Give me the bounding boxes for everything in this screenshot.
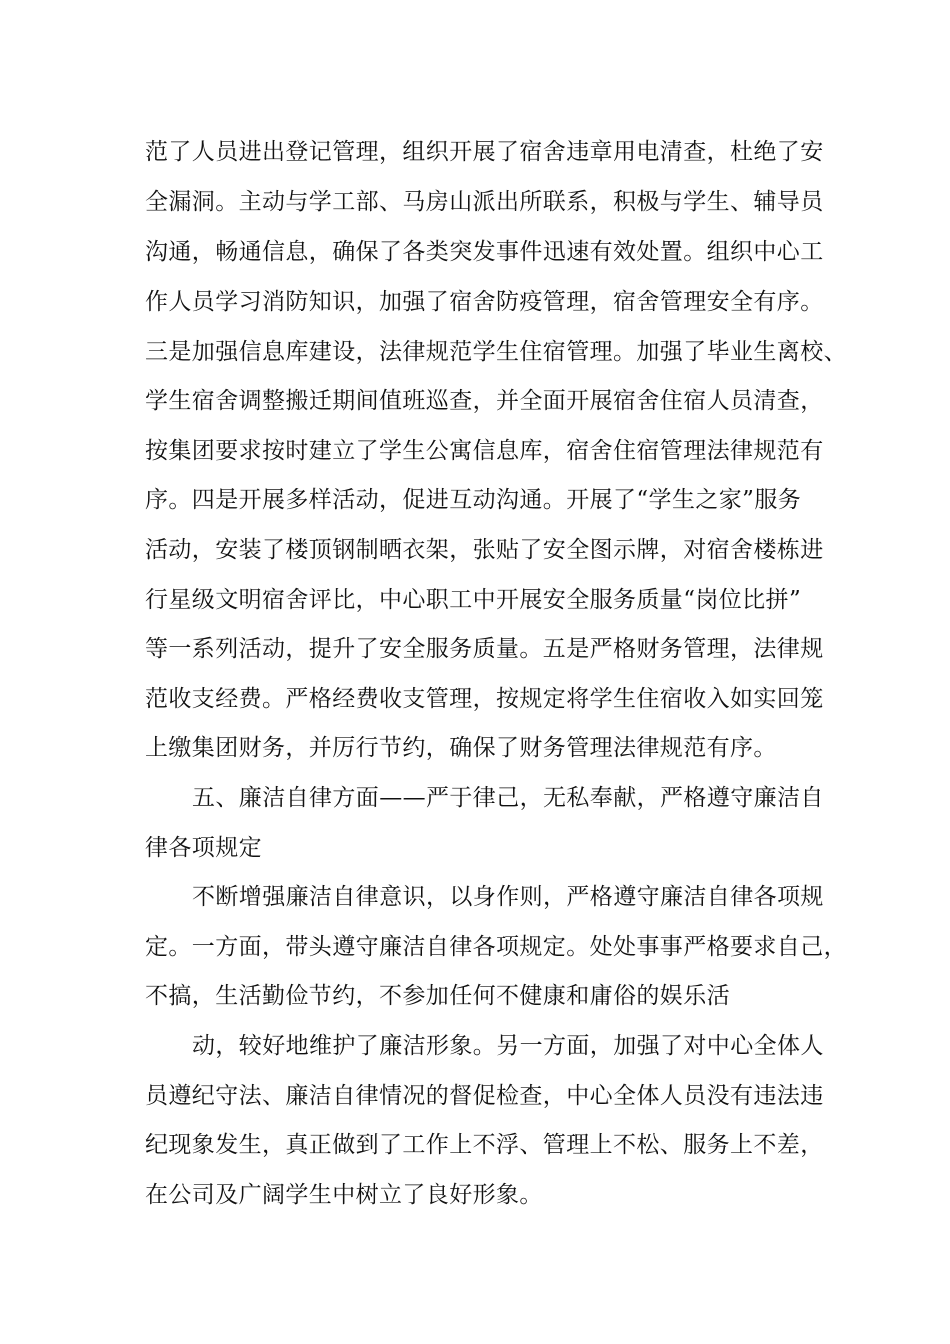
text-line: 作人员学习消防知识，加强了宿舍防疫管理，宿舍管理安全有序。 <box>145 289 824 315</box>
text-line: 动，较好地维护了廉洁形象。另一方面，加强了对中心全体人 <box>192 1033 824 1059</box>
text-line: 沟通，畅通信息，确保了各类突发事件迅速有效处置。组织中心工 <box>145 239 824 265</box>
text-line: 活动，安装了楼顶钢制晒衣架，张贴了安全图示牌，对宿舍楼栋进 <box>145 537 824 563</box>
text-line: 按集团要求按时建立了学生公寓信息库，宿舍住宿管理法律规范有 <box>145 438 824 464</box>
text-line: 不搞，生活勤俭节约，不参加任何不健康和庸俗的娱乐活 <box>145 983 730 1009</box>
text-line: 在公司及广阔学生中树立了良好形象。 <box>145 1182 543 1208</box>
text-line: 员遵纪守法、廉洁自律情况的督促检查，中心全体人员没有违法违 <box>145 1083 824 1109</box>
text-line: 学生宿舍调整搬迁期间值班巡查，并全面开展宿舍住宿人员清查， <box>145 388 824 414</box>
section-heading-continued: 律各项规定 <box>145 835 262 861</box>
text-line: 范收支经费。严格经费收支管理，按规定将学生住宿收入如实回笼 <box>145 686 824 712</box>
text-line: 全漏洞。主动与学工部、马房山派出所联系，积极与学生、辅导员 <box>145 189 824 215</box>
text-line: 上缴集团财务，并厉行节约，确保了财务管理法律规范有序。 <box>145 735 777 761</box>
text-line: 纪现象发生，真正做到了工作上不浮、管理上不松、服务上不差， <box>145 1132 824 1158</box>
text-line: 序。四是开展多样活动，促进互动沟通。开展了“学生之家”服务 <box>145 487 802 513</box>
text-line: 等一系列活动，提升了安全服务质量。五是严格财务管理，法律规 <box>145 636 824 662</box>
text-line: 定。一方面，带头遵守廉洁自律各项规定。处处事事严格要求自己， <box>145 934 847 960</box>
text-line: 三是加强信息库建设，法律规范学生住宿管理。加强了毕业生离校、 <box>145 339 847 365</box>
text-line: 行星级文明宿舍评比，中心职工中开展安全服务质量“岗位比拼” <box>145 587 802 613</box>
text-line: 范了人员进出登记管理，组织开展了宿舍违章用电清查，杜绝了安 <box>145 139 824 165</box>
section-heading: 五、廉洁自律方面——严于律己，无私奉献，严格遵守廉洁自 <box>192 785 824 811</box>
text-line: 不断增强廉洁自律意识，以身作则，严格遵守廉洁自律各项规 <box>192 884 824 910</box>
